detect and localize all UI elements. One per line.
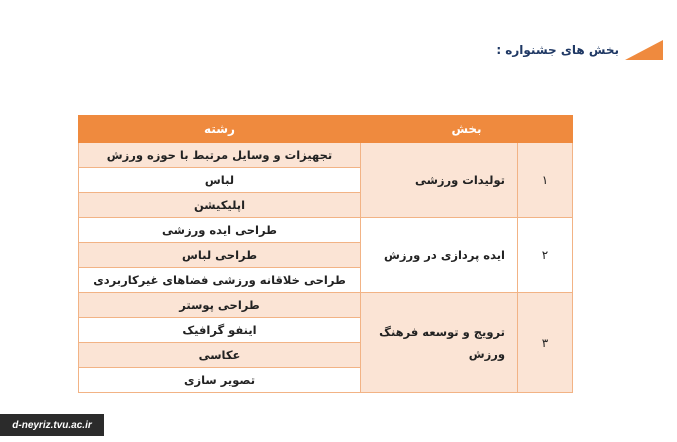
field-cell: لباس: [79, 168, 361, 193]
table-row: [79, 218, 573, 243]
field-cell: طراحی لباس: [79, 243, 361, 268]
table-row: [79, 143, 573, 168]
field-cell: اپلیکیشن: [79, 193, 361, 218]
group-section: ایده پردازی در ورزش: [361, 218, 518, 293]
field-cell: تصویر سازی: [79, 368, 361, 393]
orange-triangle-icon: [625, 40, 663, 60]
group-section: تولیدات ورزشی: [361, 143, 518, 218]
field-cell: تجهیزات و وسایل مرتبط با حوزه ورزش: [79, 143, 361, 168]
section-heading: [496, 40, 663, 60]
table-header-row: [79, 116, 573, 143]
field-cell: طراحی ایده ورزشی: [79, 218, 361, 243]
field-cell: طراحی پوستر: [79, 293, 361, 318]
festival-sections-table: [78, 115, 573, 393]
group-number: ۳: [518, 293, 573, 393]
group-number: ۲: [518, 218, 573, 293]
header-section: بخش: [361, 116, 573, 143]
field-cell: اینفو گرافیک: [79, 318, 361, 343]
field-cell: عکاسی: [79, 343, 361, 368]
header-field: رشته: [79, 116, 361, 143]
heading-title: بخش های جشنواره :: [496, 43, 619, 57]
group-number: ۱: [518, 143, 573, 218]
field-cell: طراحی خلاقانه ورزشی فضاهای غیرکاربردی: [79, 268, 361, 293]
table-row: [79, 293, 573, 318]
group-section: ترویج و توسعه فرهنگ ورزش: [361, 293, 518, 393]
site-url-badge: d-neyriz.tvu.ac.ir: [0, 414, 104, 436]
